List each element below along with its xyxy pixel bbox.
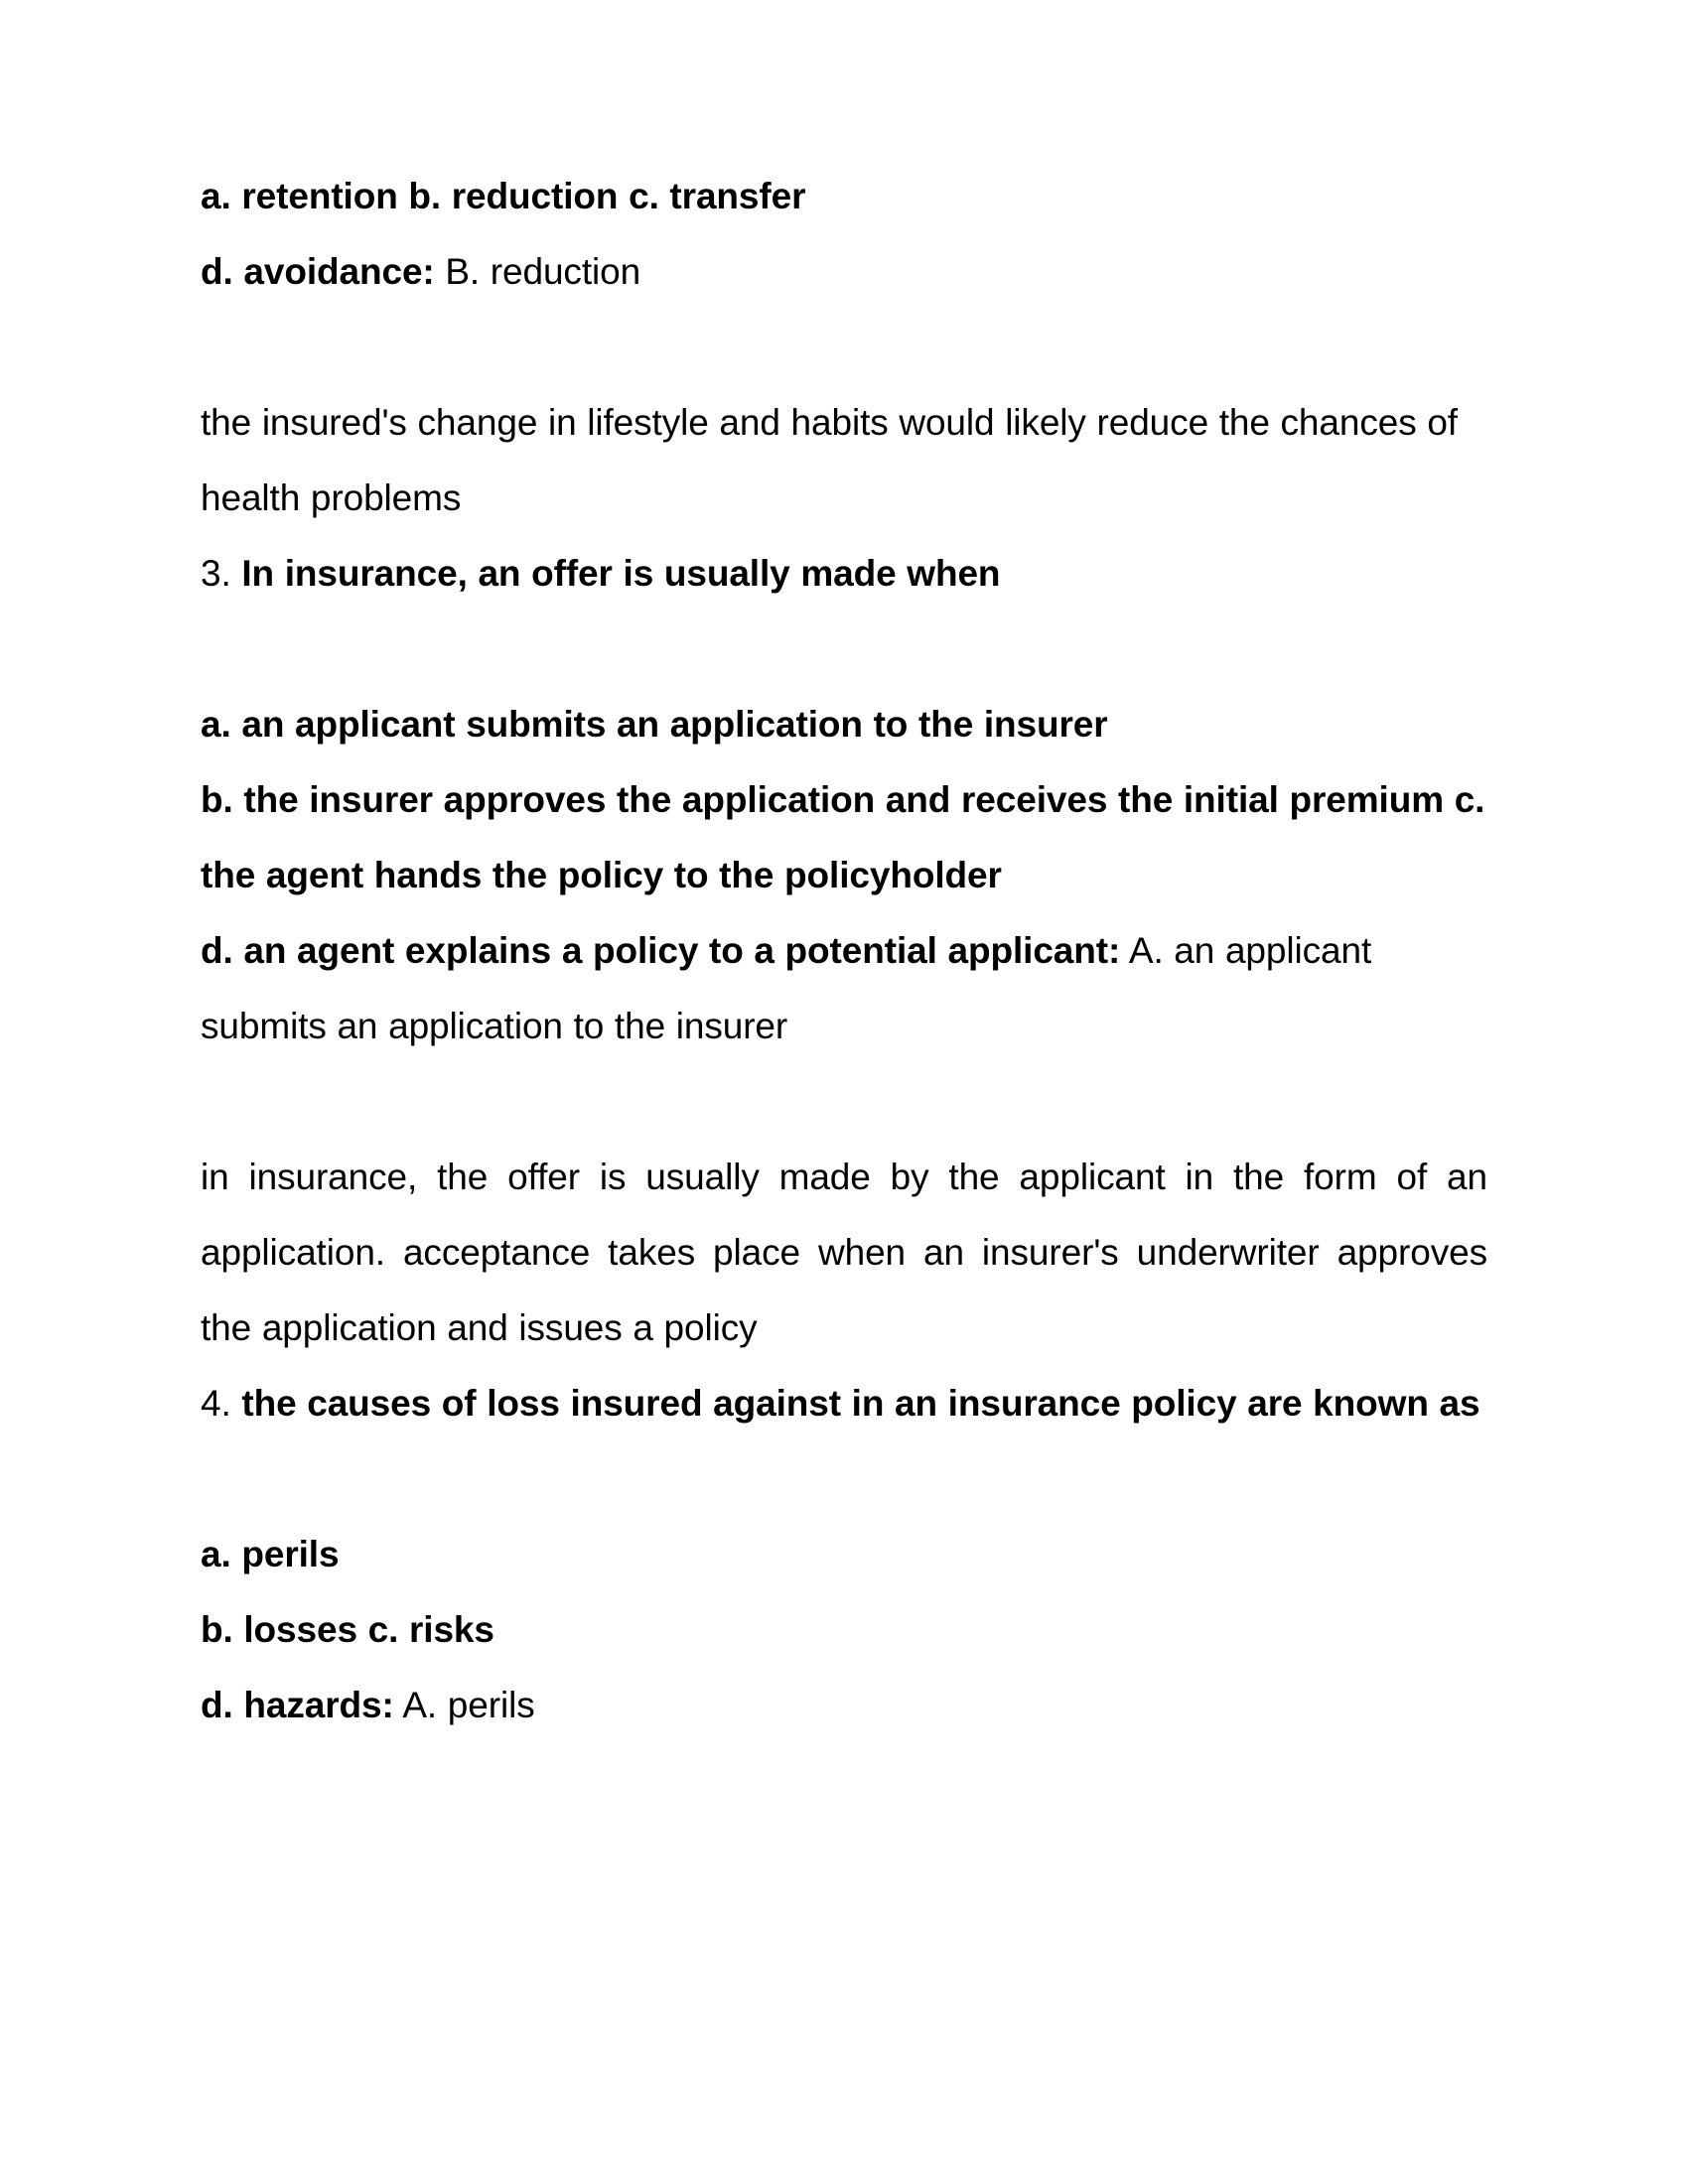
q4-answer-value: A. perils bbox=[393, 1685, 535, 1725]
spacer bbox=[201, 1064, 1487, 1140]
spacer bbox=[201, 310, 1487, 385]
question-3-number: 3. bbox=[201, 553, 242, 594]
question-4-answer-line bbox=[201, 1668, 1487, 1743]
question-2-explanation: the insured's change in lifestyle and habits would likely reduce the chances of health problems bbox=[201, 402, 1458, 518]
q4-options-bc-text: b. losses c. risks bbox=[201, 1609, 494, 1650]
q3-option-a-text: a. an applicant submits an application to the insurer bbox=[201, 704, 1108, 745]
spacer bbox=[201, 612, 1487, 687]
question-4-option-a bbox=[201, 1517, 1487, 1592]
question-4-options-bc bbox=[201, 1592, 1487, 1668]
question-3-options-bc bbox=[201, 762, 1487, 913]
question-3-option-a bbox=[201, 687, 1487, 762]
question-2-options bbox=[201, 159, 1487, 234]
q2-options-line-1: a. retention b. reduction c. transfer bbox=[201, 176, 806, 216]
q4-option-a-text: a. perils bbox=[201, 1534, 340, 1574]
question-3-text: In insurance, an offer is usually made when bbox=[241, 553, 1001, 594]
q2-option-d-label: d. avoidance: bbox=[201, 251, 435, 292]
q3-option-d-label: d. an agent explains a policy to a potential applicant: bbox=[201, 930, 1121, 971]
document-body bbox=[201, 159, 1487, 1743]
q4-option-d-label: d. hazards: bbox=[201, 1685, 394, 1725]
q3-options-bc-text: b. the insurer approves the application and receives the initial premium c. the agent hands the policy to the policyholder bbox=[201, 779, 1485, 895]
question-3-prompt bbox=[201, 536, 1487, 612]
question-4-text: the causes of loss insured against in an insurance policy are known as bbox=[241, 1383, 1480, 1424]
question-2-answer-line bbox=[201, 234, 1487, 310]
question-3-explanation: in insurance, the offer is usually made by the applicant in the form of an application. acceptance takes place when an insurer's underwriter approves the application and issues a policy bbox=[201, 1157, 1487, 1348]
question-3-answer-line bbox=[201, 913, 1487, 1064]
spacer bbox=[201, 1441, 1487, 1517]
q3-answer-value: A. an applicant submits an application to the insurer bbox=[201, 930, 1372, 1046]
q2-answer-value: B. reduction bbox=[434, 251, 641, 292]
question-4-prompt bbox=[201, 1366, 1487, 1441]
question-4-number: 4. bbox=[201, 1383, 242, 1424]
